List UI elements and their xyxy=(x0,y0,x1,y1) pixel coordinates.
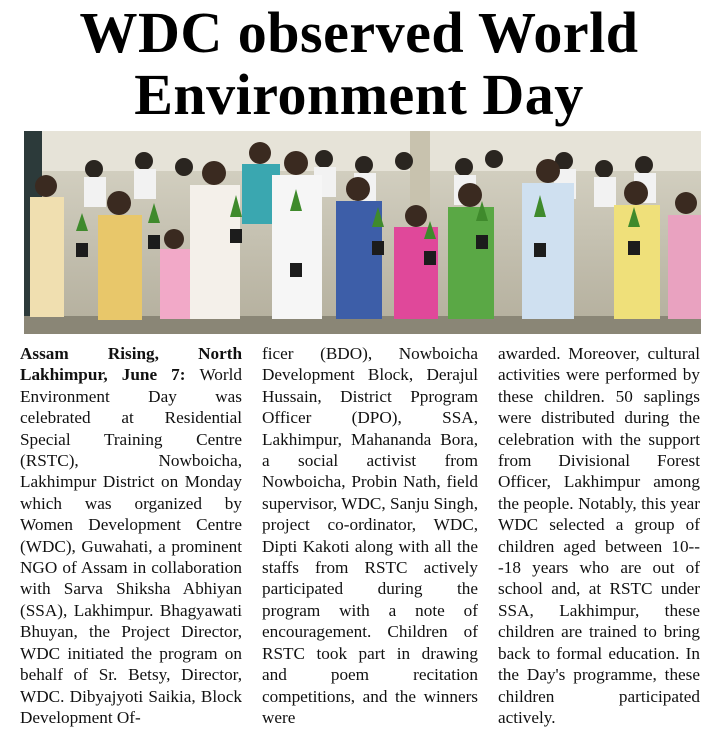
article-column-1-text: World Environment Day was celebrated at Residential Special Training Centre (RSTC), Nowboicha, Lakhimpur District on Monday which was organized by Women Development Centre (WDC), Guwahati, a prominent NGO of Assam in collaboration with Sarva Shiksha Abhiyan (SSA), Lakhimpur. Bhagyawati Bhuyan, the Project Director, WDC initiated the program on behalf of Sr. Betsy, Director, WDC. Dibyajyoti Saikia, Block Development Of- xyxy=(20,365,242,727)
article-column-2-text: ficer (BDO), Nowboicha Development Block, Derajul Hussain, District Pprogram Officer (DPO), SSA, Lakhimpur, Mahananda Bora, a social activist from Nowboicha, Probin Nath, field supervisor, WDC, Sanju Singh, project co-ordinator, WDC, Dipti Kakoti along with all the staffs from RSTC actively participated during the program with a note of encouragement. Children of RSTC took part in drawing and poem recitation competitions, and the winners were xyxy=(262,344,478,727)
headline-line-2: Environment Day xyxy=(134,62,584,127)
article-column-1 xyxy=(20,343,242,739)
event-photo xyxy=(24,131,701,334)
article-dateline: Assam Rising, North Lakhimpur, June 7: xyxy=(20,344,242,385)
article-column-2 xyxy=(262,343,478,739)
headline-line-1: WDC observed World xyxy=(79,0,639,65)
article-column-3-text: awarded. Moreover, cultural activities were performed by these children. 50 saplings were distributed during the celebration with the support from Divisional Forest Officer, Lakhimpur among the people. Notably, this year WDC selected a group of children aged between 10---18 years who are out of school and, at RSTC under SSA, Lakhimpur, these children are trained to bring back to formal education. In the Day's programme, these children participated actively. xyxy=(498,344,700,727)
group-photo-illustration xyxy=(24,131,701,334)
article-column-3 xyxy=(498,343,700,739)
headline xyxy=(0,2,718,126)
